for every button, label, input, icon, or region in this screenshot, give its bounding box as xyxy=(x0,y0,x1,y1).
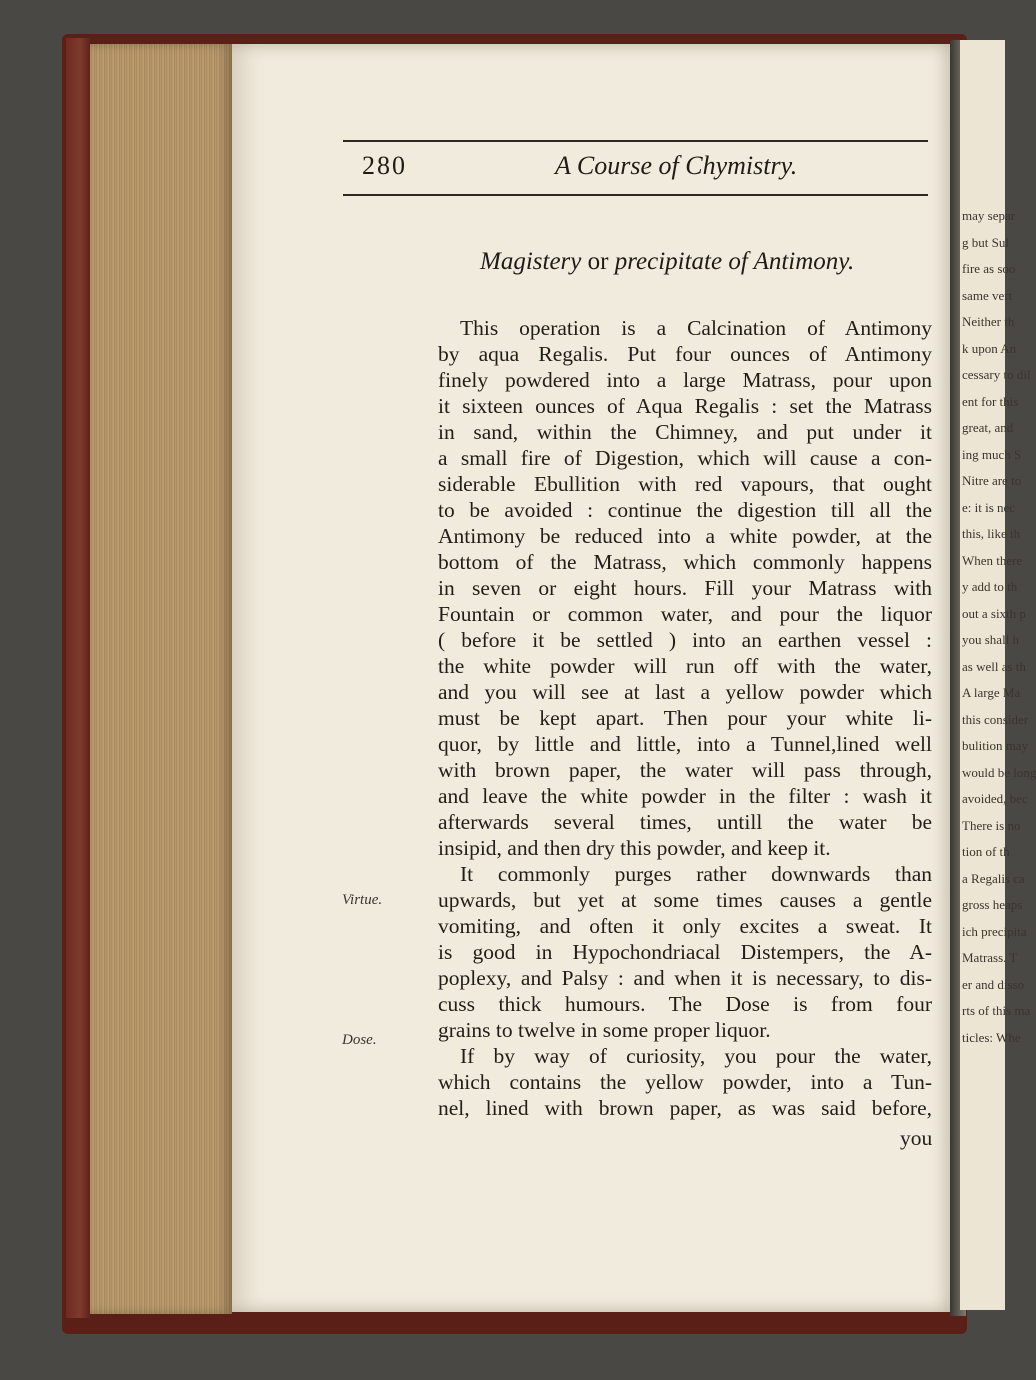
text-line: which contains the yellow powder, into a Tun- xyxy=(438,1070,932,1094)
cover-spine-edge xyxy=(66,38,90,1318)
facing-page-fragment: this consider xyxy=(962,711,1029,727)
margin-note-dose: Dose. xyxy=(342,1032,377,1048)
text-line: siderable Ebullition with red vapours, that ought xyxy=(438,472,932,496)
catchword: you xyxy=(900,1126,933,1150)
facing-page-fragment: Neither th xyxy=(962,314,1015,329)
text-line: grains to twelve in some proper liquor. xyxy=(438,1018,771,1042)
text-line: a small fire of Digestion, which will cause a con- xyxy=(438,446,932,470)
text-line: It commonly purges rather downwards than xyxy=(460,862,932,886)
text-line: and you will see at last a yellow powder which xyxy=(438,680,932,704)
facing-page-fragment: ich precipita xyxy=(962,923,1027,939)
facing-page-fragment: Matrass. T xyxy=(962,950,1018,965)
facing-page-fragment: would be long xyxy=(962,764,1036,780)
text-line: with brown paper, the water will pass through, xyxy=(438,758,932,782)
text-line: is good in Hypochondriacal Distempers, the A- xyxy=(438,940,932,964)
page-number: 280 xyxy=(362,151,407,180)
heading-part-2: precipitate of Antimony. xyxy=(614,248,855,275)
margin-note-virtue: Virtue. xyxy=(342,892,383,908)
facing-page-fragment: may separ xyxy=(962,208,1016,223)
text-line: must be kept apart. Then pour your white li- xyxy=(438,706,932,730)
facing-page-fragment: cessary to dil xyxy=(962,367,1031,382)
text-line: bottom of the Matrass, which commonly happens xyxy=(438,550,932,574)
facing-page-fragment: tion of th xyxy=(962,844,1010,859)
facing-page-fragment: k upon An xyxy=(962,340,1017,356)
facing-page-fragment: When there xyxy=(962,552,1023,568)
facing-page-fragment: a Regalis ca xyxy=(962,870,1025,886)
text-line: finely powdered into a large Matrass, pour upon xyxy=(438,368,932,392)
text-line: poplexy, and Palsy : and when it is necessary, to dis- xyxy=(438,966,932,990)
text-line: and leave the white powder in the filter : wash it xyxy=(438,784,932,808)
facing-page-fragment: ent for this xyxy=(962,393,1019,409)
facing-page-fragment: ing much S xyxy=(962,446,1022,462)
text-line: it sixteen ounces of Aqua Regalis : set the Matrass xyxy=(438,394,932,418)
facing-page xyxy=(960,40,1036,1310)
facing-page-fragment: gross heaps xyxy=(962,897,1023,912)
heading-conjunction: or xyxy=(581,248,615,275)
facing-page-fragment: this, like th xyxy=(962,526,1021,541)
text-line: in seven or eight hours. Fill your Matrass with xyxy=(438,576,932,600)
text-line: in sand, within the Chimney, and put under it xyxy=(438,420,932,444)
facing-page-fragment: Nitre are to xyxy=(962,473,1022,488)
text-line: nel, lined with brown paper, as was said before, xyxy=(438,1096,932,1120)
facing-page-fragment: rts of this ma xyxy=(962,1003,1031,1018)
text-line: If by way of curiosity, you pour the water, xyxy=(460,1044,932,1068)
facing-page-fragment: avoided, bec xyxy=(962,791,1028,806)
header-rule-top xyxy=(343,140,928,142)
facing-page-fragment: same vert xyxy=(962,287,1013,303)
running-head: A Course of Chymistry. xyxy=(555,151,798,180)
text-line: afterwards several times, untill the water be xyxy=(438,810,932,834)
text-line: to be avoided : continue the digestion till all the xyxy=(438,498,932,522)
facing-page-fragment: er and disso xyxy=(962,976,1025,992)
facing-page-fragment: There is no xyxy=(962,817,1021,833)
facing-page-fragment: g but Sul xyxy=(962,234,1009,250)
section-heading xyxy=(480,248,854,276)
text-line: the white powder will run off with the water, xyxy=(438,654,932,678)
text-line: quor, by little and little, into a Tunnel,lined well xyxy=(438,732,932,756)
facing-page-fragment: ticles: Whe xyxy=(962,1029,1021,1045)
facing-page-fragment: e: it is nec xyxy=(962,499,1016,515)
facing-page-fragment: A large Ma xyxy=(962,685,1021,700)
facing-page-fragment: out a sixth p xyxy=(962,605,1026,621)
text-line: cuss thick humours. The Dose is from four xyxy=(438,992,932,1016)
text-line: ( before it be settled ) into an earthen vessel : xyxy=(438,628,932,652)
facing-page-fragment: as well as th xyxy=(962,658,1026,674)
facing-page-fragment: y add to th xyxy=(962,579,1018,594)
text-line: insipid, and then dry this powder, and keep it. xyxy=(438,836,831,860)
facing-page-fragment: great, and xyxy=(962,420,1014,435)
text-line: Fountain or common water, and pour the liquor xyxy=(438,602,932,626)
text-line: Antimony be reduced into a white powder, at the xyxy=(438,524,932,548)
text-line: vomiting, and often it only excites a sweat. It xyxy=(438,914,932,938)
facing-page-fragment: fire as soo xyxy=(962,261,1016,276)
heading-part-1: Magistery xyxy=(480,248,582,275)
text-line: upwards, but yet at some times causes a gentle xyxy=(438,888,932,912)
text-line: This operation is a Calcination of Antimony xyxy=(460,316,932,340)
page-block-edge xyxy=(90,44,232,1314)
text-line: by aqua Regalis. Put four ounces of Antimony xyxy=(438,342,932,366)
facing-page-fragment: bulition may xyxy=(962,738,1029,753)
header-rule-bottom xyxy=(343,194,928,196)
facing-page-fragment: you shall h xyxy=(962,632,1020,647)
